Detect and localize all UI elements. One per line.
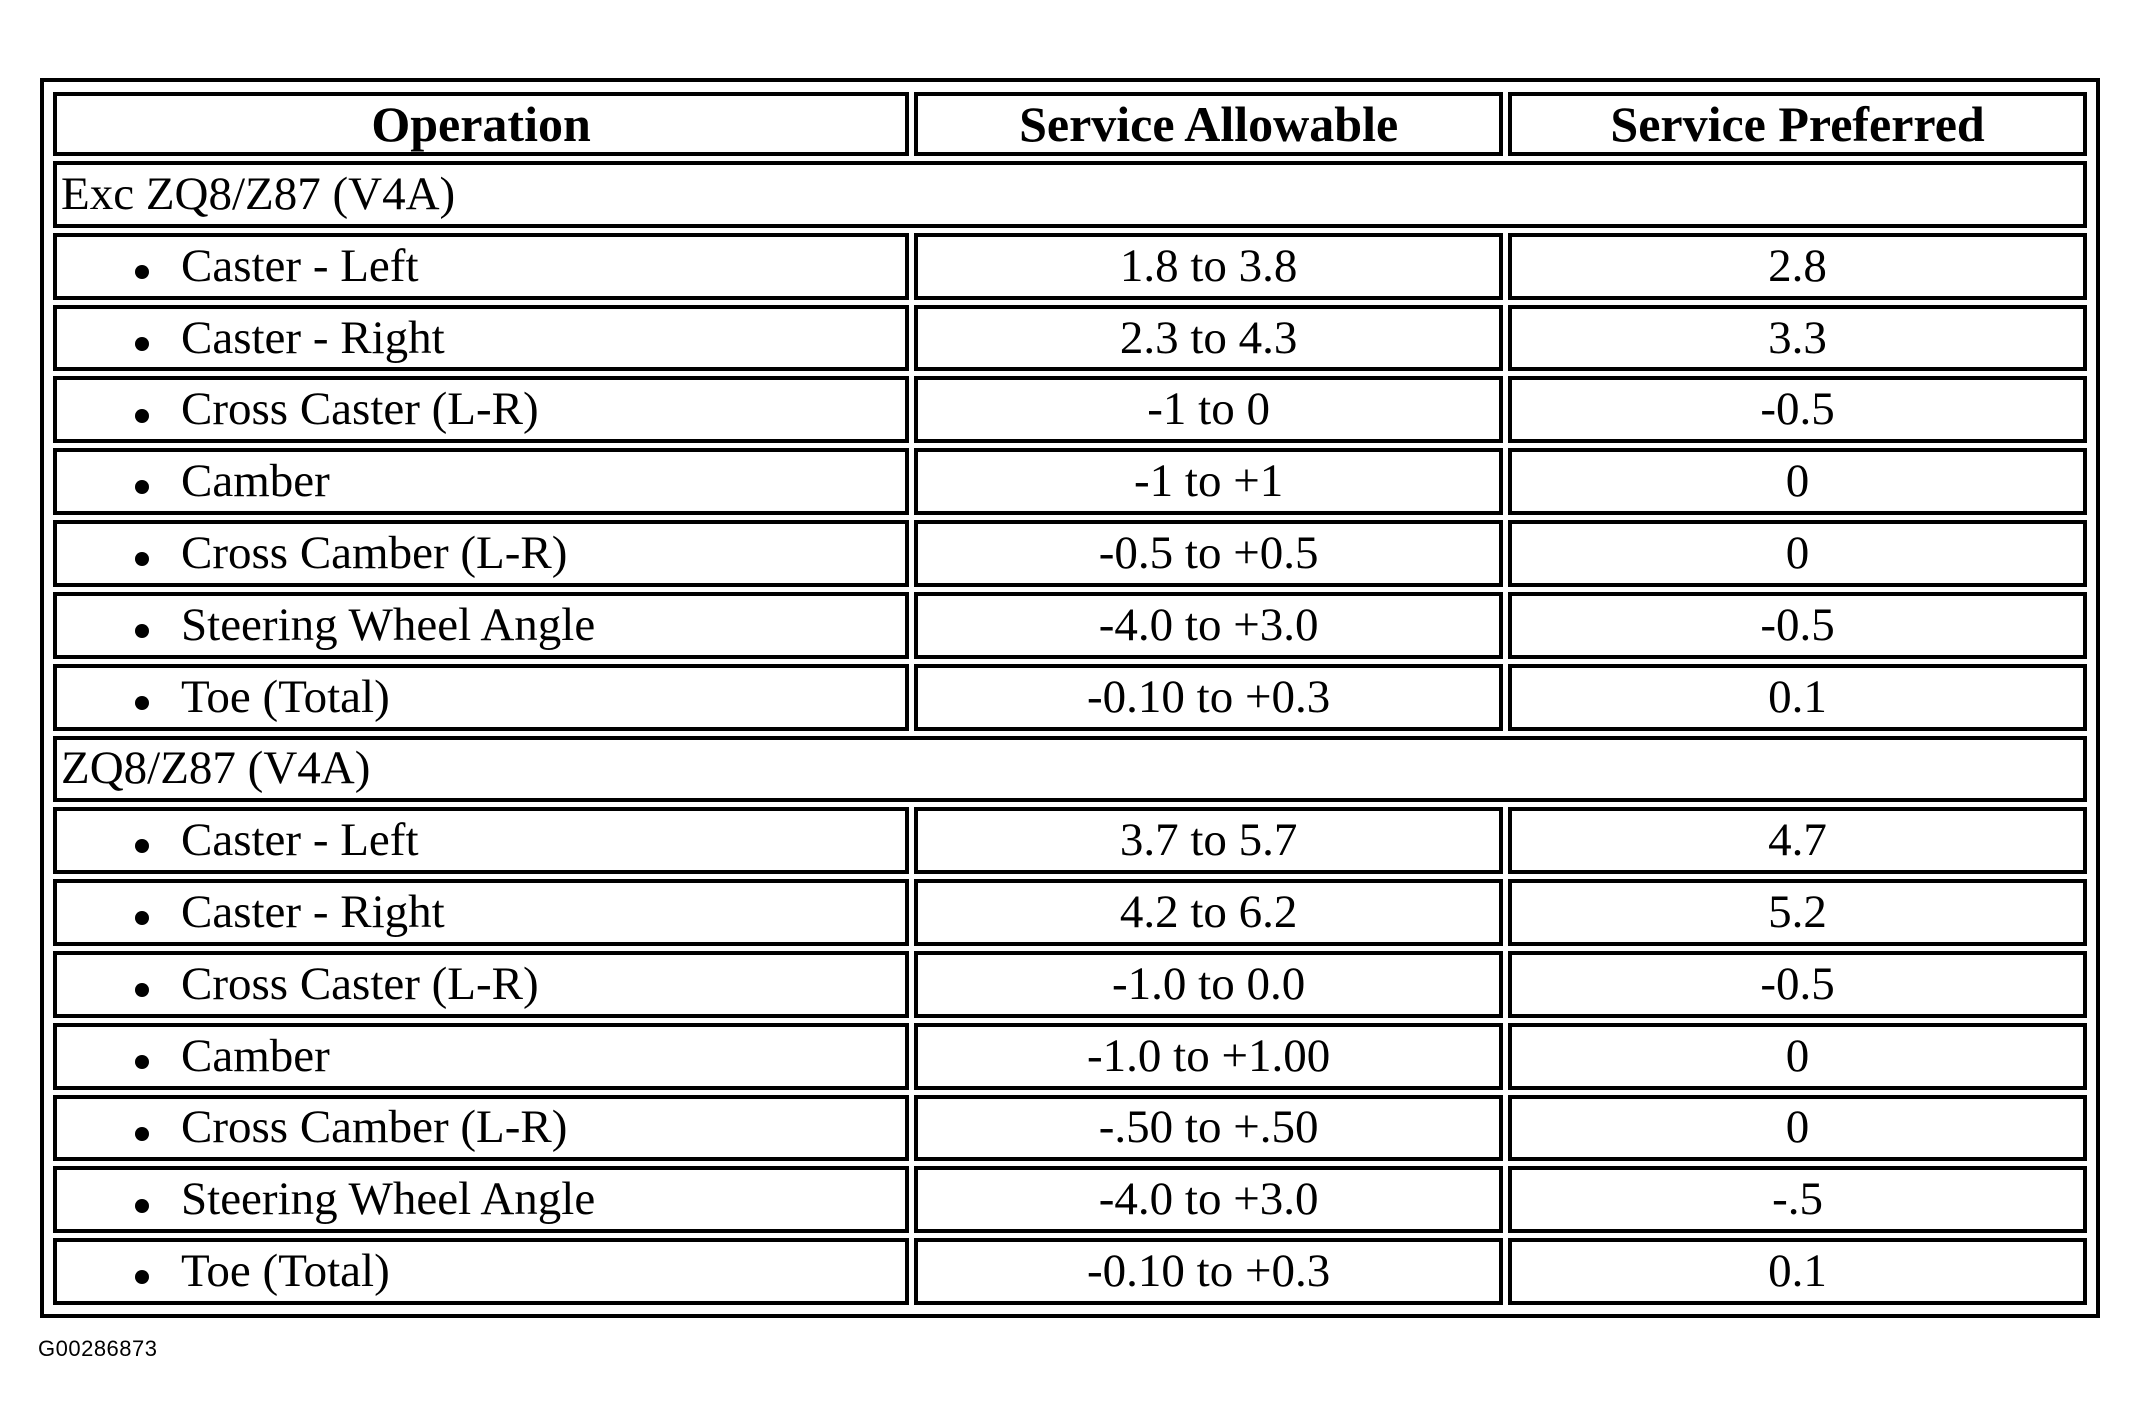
- group-label: ZQ8/Z87 (V4A): [53, 736, 2087, 803]
- operation-label: Toe (Total): [181, 670, 390, 723]
- operation-label: Caster - Right: [181, 311, 445, 364]
- group-header-row: [53, 161, 2087, 228]
- operation-label: Cross Camber (L-R): [181, 526, 568, 579]
- operation-cell: [53, 879, 909, 946]
- operation-label: Steering Wheel Angle: [181, 1173, 596, 1226]
- table-row: [53, 520, 2087, 587]
- operation-cell: [53, 664, 909, 731]
- bullet-icon: [135, 1127, 149, 1141]
- operation-label: Cross Camber (L-R): [181, 1101, 568, 1154]
- alignment-spec-table-frame: [40, 78, 2100, 1318]
- bullet-icon: [135, 624, 149, 638]
- service-preferred-cell: 0: [1508, 1095, 2087, 1162]
- operation-label: Caster - Left: [181, 814, 419, 867]
- service-allowable-cell: -0.5 to +0.5: [914, 520, 1503, 587]
- service-preferred-cell: 0: [1508, 1023, 2087, 1090]
- bullet-icon: [135, 480, 149, 494]
- service-allowable-cell: -1.0 to 0.0: [914, 951, 1503, 1018]
- table-row: [53, 1095, 2087, 1162]
- operation-cell: [53, 520, 909, 587]
- operation-cell: [53, 448, 909, 515]
- table-row: [53, 879, 2087, 946]
- service-preferred-cell: -.5: [1508, 1166, 2087, 1233]
- operation-cell: [53, 376, 909, 443]
- operation-cell: [53, 1095, 909, 1162]
- bullet-icon: [135, 1270, 149, 1284]
- operation-cell: [53, 1166, 909, 1233]
- operation-label: Caster - Right: [181, 886, 445, 939]
- operation-cell: [53, 592, 909, 659]
- bullet-icon: [135, 911, 149, 925]
- table-row: [53, 448, 2087, 515]
- bullet-icon: [135, 1055, 149, 1069]
- table-row: [53, 807, 2087, 874]
- operation-cell: [53, 1238, 909, 1305]
- service-preferred-cell: 0.1: [1508, 664, 2087, 731]
- service-allowable-cell: -1 to 0: [914, 376, 1503, 443]
- table-row: [53, 1238, 2087, 1305]
- service-preferred-cell: 2.8: [1508, 233, 2087, 300]
- service-allowable-cell: 3.7 to 5.7: [914, 807, 1503, 874]
- service-allowable-cell: -0.10 to +0.3: [914, 1238, 1503, 1305]
- bullet-icon: [135, 337, 149, 351]
- bullet-icon: [135, 696, 149, 710]
- figure-id: G00286873: [38, 1336, 158, 1361]
- table-row: [53, 592, 2087, 659]
- table-body: [53, 161, 2087, 1305]
- service-preferred-cell: -0.5: [1508, 951, 2087, 1018]
- service-preferred-cell: 0: [1508, 520, 2087, 587]
- header-operation: Operation: [53, 92, 909, 156]
- service-preferred-cell: -0.5: [1508, 376, 2087, 443]
- service-allowable-cell: -.50 to +.50: [914, 1095, 1503, 1162]
- operation-cell: [53, 233, 909, 300]
- operation-cell: [53, 1023, 909, 1090]
- operation-label: Caster - Left: [181, 239, 419, 292]
- service-preferred-cell: 0.1: [1508, 1238, 2087, 1305]
- service-allowable-cell: 2.3 to 4.3: [914, 305, 1503, 372]
- table-row: [53, 1166, 2087, 1233]
- service-allowable-cell: -1 to +1: [914, 448, 1503, 515]
- operation-label: Toe (Total): [181, 1245, 390, 1298]
- service-allowable-cell: -1.0 to +1.00: [914, 1023, 1503, 1090]
- table-header-row: [53, 92, 2087, 156]
- service-preferred-cell: -0.5: [1508, 592, 2087, 659]
- header-service-preferred: Service Preferred: [1508, 92, 2087, 156]
- bullet-icon: [135, 409, 149, 423]
- table-row: [53, 305, 2087, 372]
- bullet-icon: [135, 1199, 149, 1213]
- table-row: [53, 951, 2087, 1018]
- service-allowable-cell: 1.8 to 3.8: [914, 233, 1503, 300]
- operation-label: Steering Wheel Angle: [181, 598, 596, 651]
- service-allowable-cell: -0.10 to +0.3: [914, 664, 1503, 731]
- bullet-icon: [135, 983, 149, 997]
- bullet-icon: [135, 552, 149, 566]
- operation-cell: [53, 807, 909, 874]
- service-preferred-cell: 3.3: [1508, 305, 2087, 372]
- service-allowable-cell: -4.0 to +3.0: [914, 592, 1503, 659]
- header-service-allowable: Service Allowable: [914, 92, 1503, 156]
- table-row: [53, 233, 2087, 300]
- service-allowable-cell: 4.2 to 6.2: [914, 879, 1503, 946]
- bullet-icon: [135, 265, 149, 279]
- service-preferred-cell: 4.7: [1508, 807, 2087, 874]
- service-allowable-cell: -4.0 to +3.0: [914, 1166, 1503, 1233]
- table-row: [53, 664, 2087, 731]
- operation-label: Camber: [181, 1029, 330, 1082]
- operation-label: Cross Caster (L-R): [181, 957, 539, 1010]
- operation-label: Camber: [181, 455, 330, 508]
- group-label: Exc ZQ8/Z87 (V4A): [53, 161, 2087, 228]
- service-preferred-cell: 0: [1508, 448, 2087, 515]
- operation-cell: [53, 305, 909, 372]
- table-row: [53, 1023, 2087, 1090]
- service-preferred-cell: 5.2: [1508, 879, 2087, 946]
- bullet-icon: [135, 839, 149, 853]
- group-header-row: [53, 736, 2087, 803]
- operation-cell: [53, 951, 909, 1018]
- alignment-spec-table: [48, 87, 2092, 1310]
- operation-label: Cross Caster (L-R): [181, 383, 539, 436]
- table-row: [53, 376, 2087, 443]
